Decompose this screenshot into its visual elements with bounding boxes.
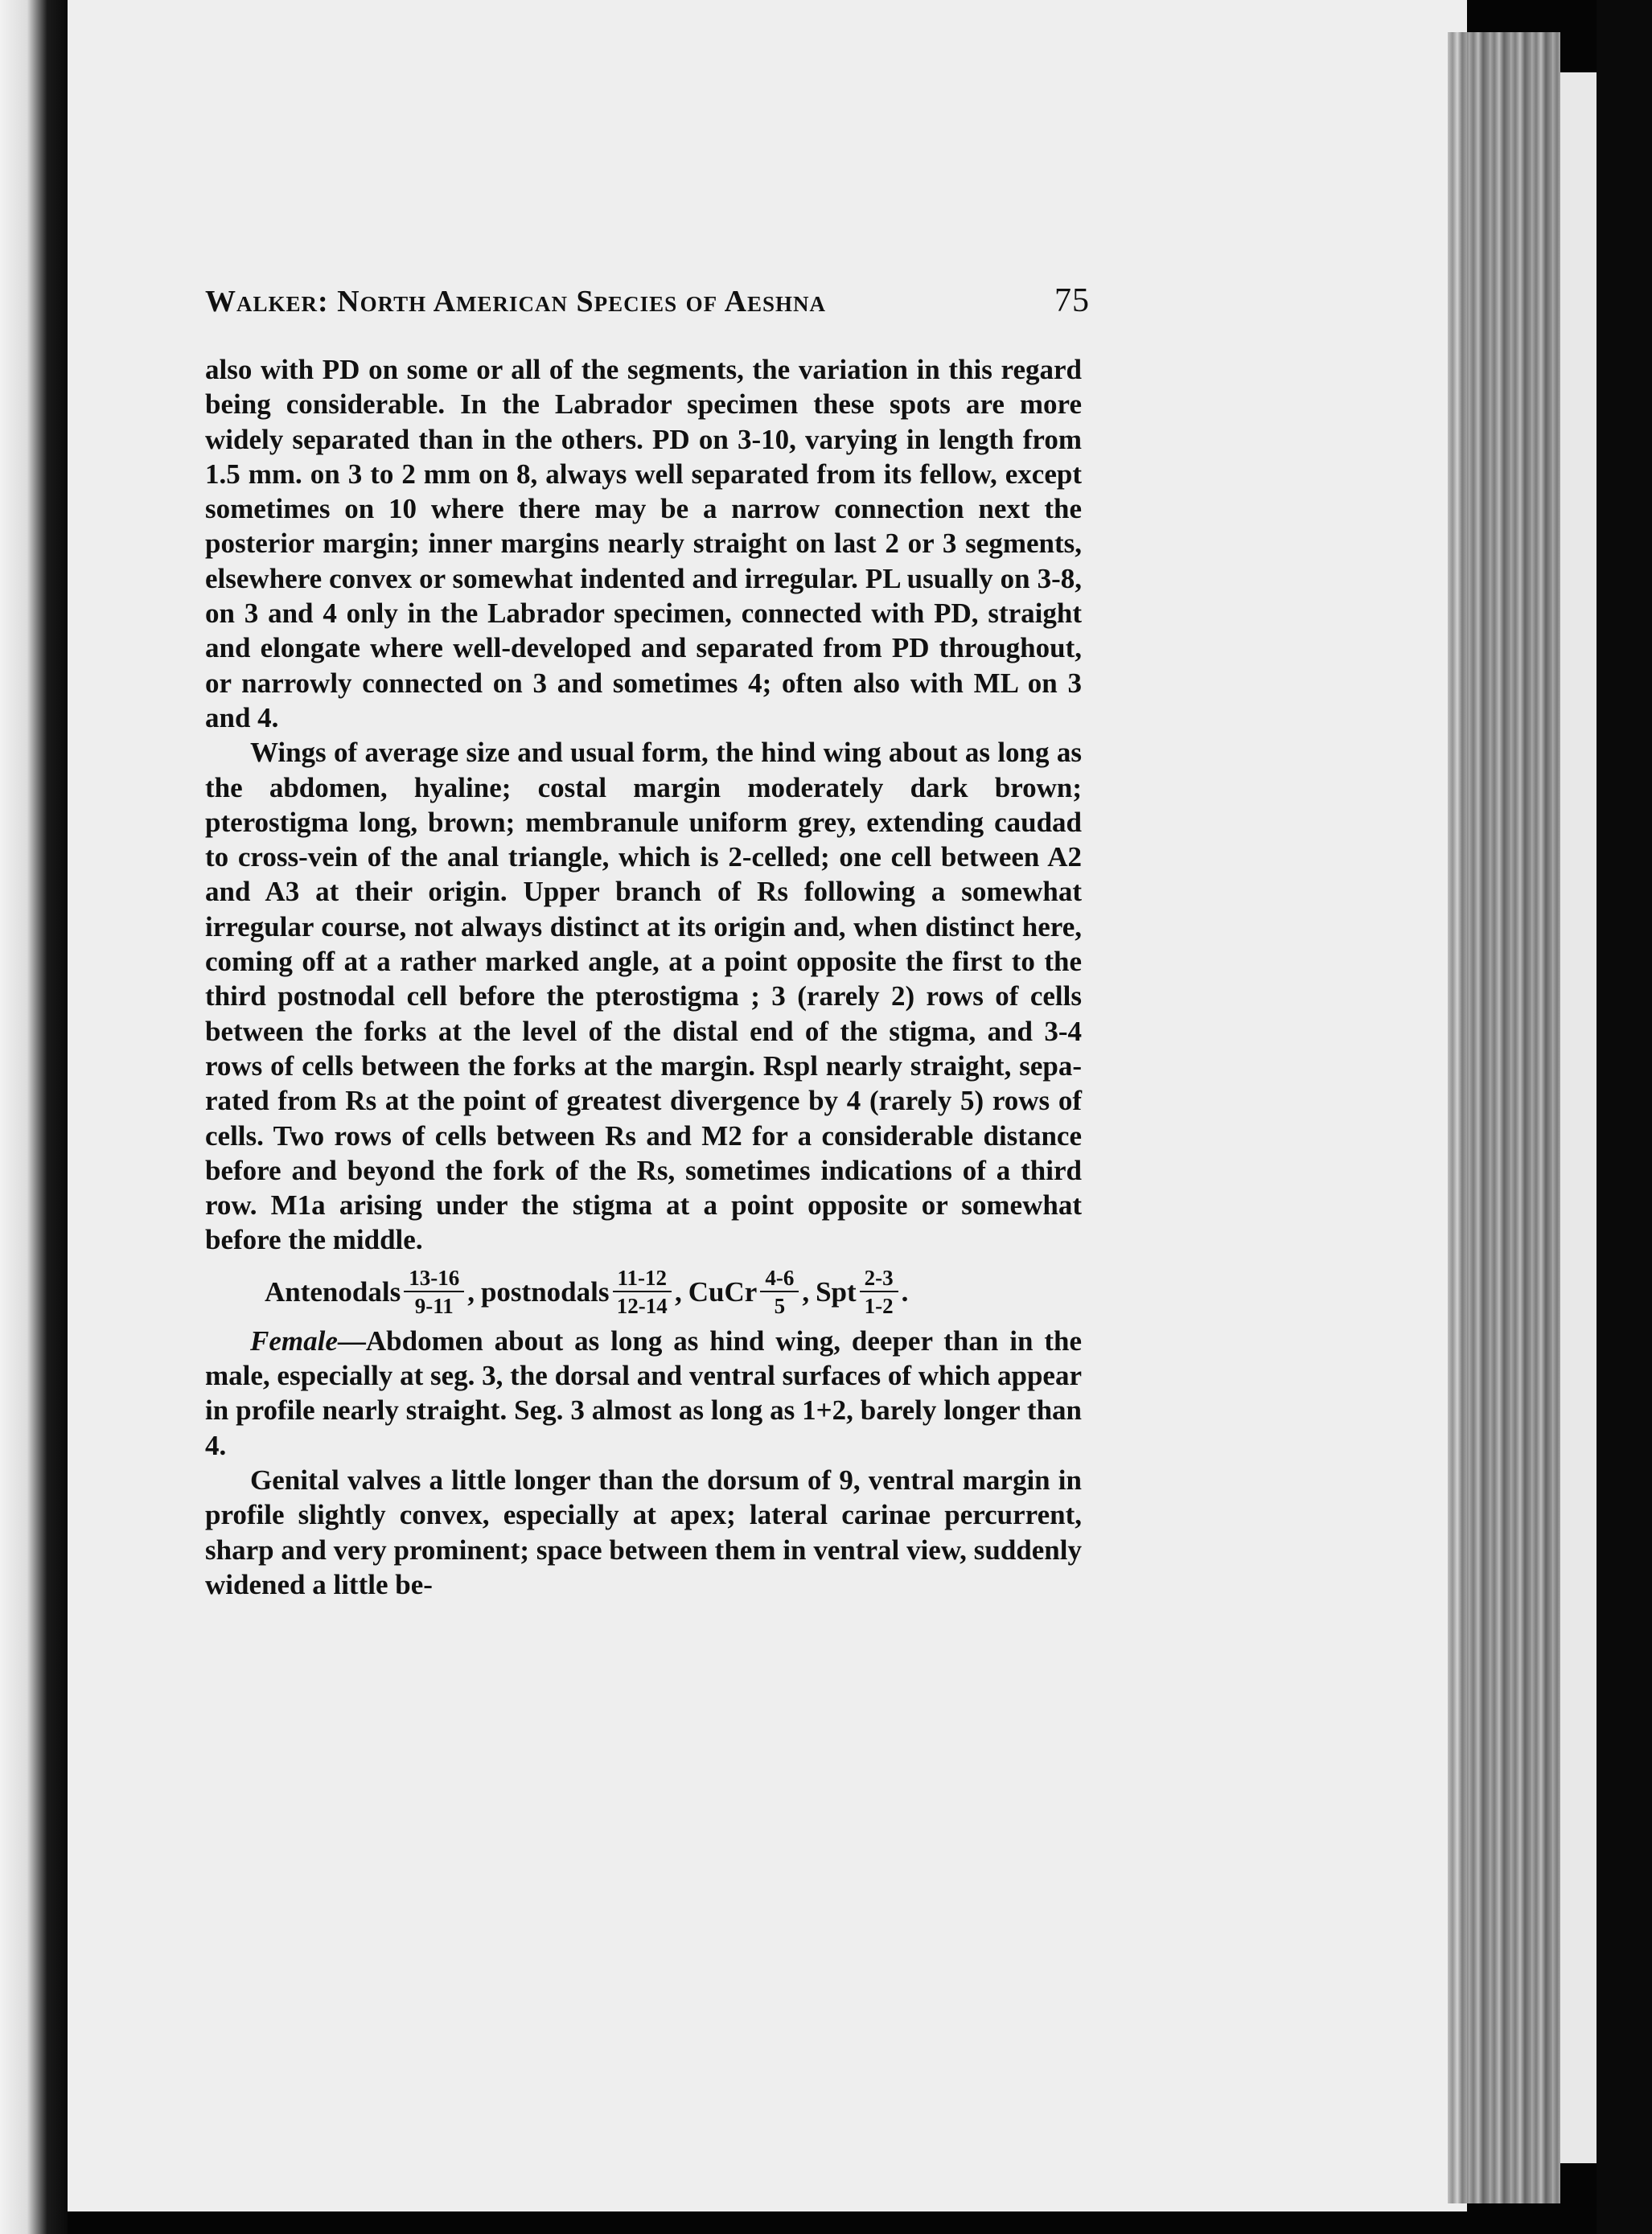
page-edge bbox=[1560, 72, 1597, 2163]
female-description: —Abdomen about as long as hind wing, deeper than in the male, especially at seg. 3, the dorsal and ventral surfaces of which appear in profile nearly straight. Seg. 3 almost as long as 1+2, barely longer than 4. bbox=[205, 1324, 1082, 1461]
paragraph-genital-valves: Genital valves a little longer than the dorsum of 9, ventral margin in profile slightly convex, especially at apex; lateral carinae percurrent, sharp and very prominent; space between them in ventral view, suddenly widened a little be- bbox=[205, 1464, 1082, 1600]
cucr-fraction bbox=[760, 1267, 799, 1317]
paragraph-abdomen-markings: also with PD on some or all of the segments, the variation in this regard being considerable. In the Labrador specimen these spots are more widely separated than in the others. PD on 3-10, varying in length from 1.5 mm. on 3 to 2 mm on 8, always well separated from its fellow, except sometimes on 10 where there may be a narrow connection next the posterior margin; inner margins nearly straight on last 2 or 3 segments, elsewhere convex or somewhat indented and irregular. PL usually on 3-8, on 3 and 4 only in the Labrador specimen, connected with PD, straight and elongate where well-developed and separated from PD throughout, or narrowly connected on 3 and sometimes 4; often also with ML on 3 and 4. bbox=[205, 354, 1082, 733]
female-heading: Female bbox=[250, 1324, 338, 1357]
previous-page-edge bbox=[0, 0, 68, 2234]
running-head bbox=[205, 281, 1090, 320]
running-head-title: Walker: North American Species of Aeshna bbox=[205, 285, 827, 318]
page-content bbox=[205, 281, 1090, 1602]
antenodals-fraction bbox=[404, 1267, 464, 1317]
venation-formula bbox=[205, 1267, 1082, 1317]
spt-fraction bbox=[860, 1267, 898, 1317]
postnodals-numerator: 11-12 bbox=[613, 1267, 672, 1292]
spt-numerator: 2-3 bbox=[860, 1267, 898, 1292]
spt-denominator: 1-2 bbox=[864, 1293, 894, 1318]
scan-border bbox=[1597, 0, 1652, 2234]
cucr-label: CuCr bbox=[688, 1276, 758, 1308]
antenodals-denominator: 9-11 bbox=[414, 1293, 454, 1318]
postnodals-denominator: 12-14 bbox=[616, 1293, 668, 1318]
antenodals-numerator: 13-16 bbox=[404, 1267, 464, 1292]
page-gutter-shadow bbox=[1448, 32, 1560, 2203]
postnodals-fraction bbox=[613, 1267, 672, 1317]
comma: , bbox=[467, 1276, 475, 1308]
period: . bbox=[901, 1276, 909, 1308]
page-number: 75 bbox=[1054, 282, 1090, 319]
cucr-denominator: 5 bbox=[774, 1293, 786, 1318]
paragraph-female bbox=[205, 1324, 1082, 1463]
body-text bbox=[205, 352, 1082, 1602]
spt-label: Spt bbox=[816, 1276, 857, 1308]
cucr-numerator: 4-6 bbox=[760, 1267, 799, 1292]
comma: , bbox=[802, 1276, 810, 1308]
paragraph-wings: Wings of average size and usual form, the hind wing about as long as the abdomen, hyaline; costal margin moderately dark brown; pterostigma long, brown; membranule uniform grey, extending caudad to cross-vein of the anal triangle, which is 2-celled; one cell between A2 and A3 at their origin. Upper branch of Rs following a somewhat irregular course, not always distinct at its origin and, when distinct here, coming off at a rather marked angle, at a point opposite the first to the third postnodal cell before the pterostigma ; 3 (rarely 2) rows of cells between the forks at the level of the distal end of the stigma, and 3-4 rows of cells between the forks at the margin. Rspl nearly straight, separated from Rs at the point of greatest divergence by 4 (rarely 5) rows of cells. Two rows of cells between Rs and M2 for a considerable distance before and beyond the fork of the Rs, sometimes indications of a third row. M1a arising under the stigma at a point opposite or somewhat before the middle. bbox=[205, 737, 1082, 1256]
antenodals-label: Antenodals bbox=[265, 1276, 401, 1308]
comma: , bbox=[675, 1276, 682, 1308]
postnodals-label: postnodals bbox=[480, 1276, 610, 1308]
